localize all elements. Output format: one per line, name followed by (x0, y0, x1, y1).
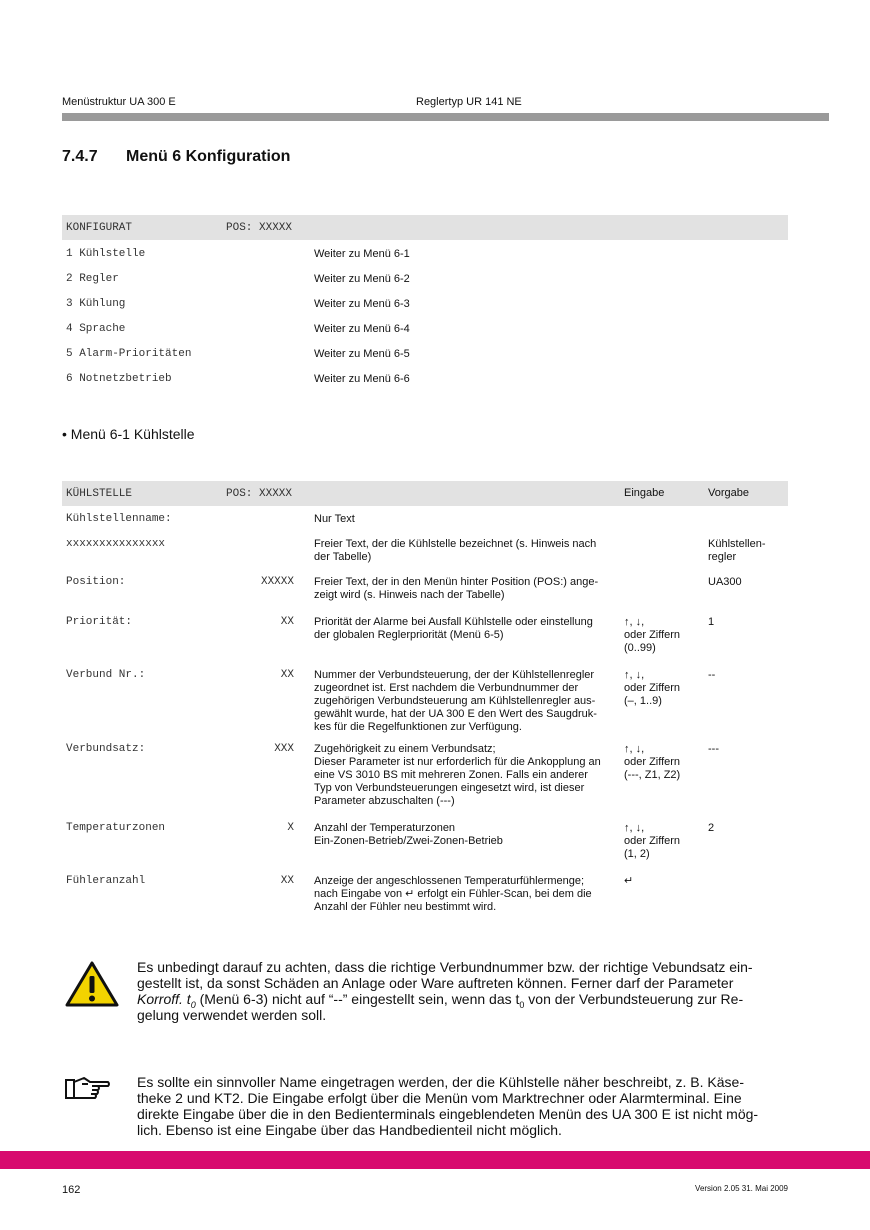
param-value: XXX (274, 743, 294, 755)
menu6-desc: Weiter zu Menü 6-5 (314, 348, 410, 360)
param-default: --- (708, 743, 719, 755)
header-left: Menüstruktur UA 300 E (62, 96, 176, 108)
param-default: 1 (708, 616, 715, 628)
menu61-header-pos: POS: XXXXX (226, 488, 293, 500)
param-default: Kühlstellen- regler (708, 538, 766, 563)
param-input: ↑, ↓, oder Ziffern (–, 1..9) (624, 669, 681, 707)
param-value: XX (280, 616, 294, 628)
param-desc: Zugehörigkeit zu einem Verbundsatz; Dieser Parameter ist nur erforderlich für die Ankopplung an eine VS 3010 BS mit mehreren Zonen. Falls ein anderer Typ von Verbundsteuerungen eingesetzt wird, ist dieser Parameter abzuschalten (---) (314, 743, 601, 807)
warning-param-sub: 0 (190, 999, 196, 1010)
param-desc: Nur Text (314, 513, 355, 525)
warning-text-part1: Es unbedingt darauf zu achten, dass die richtige Verbundnummer bzw. der richtige Vebundsatz ein- gestellt ist, da sonst Schäden an Anlage oder Ware auftreten können. Ferner darf der Parameter (137, 959, 753, 991)
warning-t0-sub: 0 (519, 999, 525, 1010)
menu6-desc: Weiter zu Menü 6-4 (314, 323, 410, 335)
param-name: xxxxxxxxxxxxxxx (66, 538, 166, 550)
menu6-header-name: KONFIGURAT (66, 222, 133, 234)
param-name: Verbundsatz: (66, 743, 146, 755)
param-name: Temperaturzonen (66, 822, 166, 834)
submenu-bullet (62, 426, 195, 442)
menu6-item: 1 Kühlstelle (66, 248, 146, 260)
menu6-desc: Weiter zu Menü 6-3 (314, 298, 410, 310)
menu61-table-header (62, 481, 788, 506)
param-input: ↵ (624, 875, 634, 887)
menu6-header-pos: POS: XXXXX (226, 222, 293, 234)
warning-text (137, 959, 787, 1023)
pointing-hand-icon (64, 1074, 112, 1107)
param-value: XX (280, 875, 294, 887)
bullet-symbol: • (62, 426, 67, 442)
warning-text-part2: (Menü 6-3) nicht auf “--” eingestellt sein, wenn das t (195, 991, 520, 1007)
menu6-item: 6 Notnetzbetrieb (66, 373, 172, 385)
menu6-table-header (62, 215, 788, 240)
param-default: 2 (708, 822, 715, 834)
param-name: Verbund Nr.: (66, 669, 146, 681)
param-input: ↑, ↓, oder Ziffern (1, 2) (624, 822, 681, 860)
menu6-item: 3 Kühlung (66, 298, 126, 310)
param-value: XX (280, 669, 294, 681)
warning-param-name: Korroff. t (137, 991, 191, 1007)
version-info: Version 2.05 31. Mai 2009 (695, 1184, 788, 1193)
header-divider (62, 113, 829, 121)
param-value: X (287, 822, 294, 834)
section-heading: Menü 6 Konfiguration (126, 148, 291, 165)
hint-text: Es sollte ein sinnvoller Name eingetragen werden, der die Kühlstelle näher beschreibt, z. B. Käse- theke 2 und KT2. Die Eingabe erfolgt über die Menün vom Marktrechner oder Alarmterminal. Eine direkte Eingabe über die in den Bedienterminals eingeblendeten Menün des UA 300 E ist nicht mög- lich. Ebenso ist eine Eingabe über das Handbedienteil nicht möglich. (137, 1074, 759, 1138)
menu6-desc: Weiter zu Menü 6-6 (314, 373, 410, 385)
menu6-item: 2 Regler (66, 273, 119, 285)
warning-icon (64, 960, 120, 1013)
menu6-desc: Weiter zu Menü 6-1 (314, 248, 410, 260)
header-center: Reglertyp UR 141 NE (416, 96, 522, 108)
param-name: Priorität: (66, 616, 133, 628)
param-desc: Anzeige der angeschlossenen Temperaturfühlermenge; nach Eingabe von ↵ erfolgt ein Fühler-Scan, bei dem die Anzahl der Fühler neu bestimmt wird. (314, 875, 592, 913)
param-input: ↑, ↓, oder Ziffern (---, Z1, Z2) (624, 743, 681, 781)
footer-bar (0, 1151, 870, 1169)
param-name: Position: (66, 576, 126, 588)
menu61-header-name: KÜHLSTELLE (66, 488, 133, 500)
warning-text-part3: von der Verbundsteuerung zur Re- gelung verwendet werden soll. (137, 991, 744, 1023)
submenu-heading: Menü 6-1 Kühlstelle (70, 426, 195, 442)
menu61-header-vorgabe: Vorgabe (708, 487, 749, 499)
param-desc: Freier Text, der in den Menün hinter Position (POS:) ange- zeigt wird (s. Hinweis nach der Tabelle) (314, 576, 599, 601)
param-name: Kühlstellenname: (66, 513, 172, 525)
param-desc: Priorität der Alarme bei Ausfall Kühlstelle oder einstellung der globalen Reglerpriorität (Menü 6-5) (314, 616, 593, 641)
param-desc: Freier Text, der die Kühlstelle bezeichnet (s. Hinweis nach der Tabelle) (314, 538, 597, 563)
param-default: -- (708, 669, 716, 681)
menu61-header-eingabe: Eingabe (624, 487, 665, 499)
param-name: Fühleranzahl (66, 875, 146, 887)
menu6-item: 5 Alarm-Prioritäten (66, 348, 192, 360)
section-title (62, 148, 290, 166)
menu6-item: 4 Sprache (66, 323, 126, 335)
param-desc: Nummer der Verbundsteuerung, der der Kühlstellenregler zugeordnet ist. Erst nachdem die Verbundnummer der zugehörigen Verbundsteuerung am Kühlstellenregler aus- gewählt wurde, hat der UA 300 E den Wert des Saugdruk- kes für die Regelfunktionen zur Verfügung. (314, 669, 597, 733)
param-default: UA300 (708, 576, 742, 588)
param-input: ↑, ↓, oder Ziffern (0..99) (624, 616, 681, 654)
menu6-desc: Weiter zu Menü 6-2 (314, 273, 410, 285)
page-number: 162 (62, 1184, 81, 1196)
param-value: XXXXX (260, 576, 294, 588)
param-desc: Anzahl der Temperaturzonen Ein-Zonen-Betrieb/Zwei-Zonen-Betrieb (314, 822, 503, 847)
section-number: 7.4.7 (62, 148, 98, 165)
